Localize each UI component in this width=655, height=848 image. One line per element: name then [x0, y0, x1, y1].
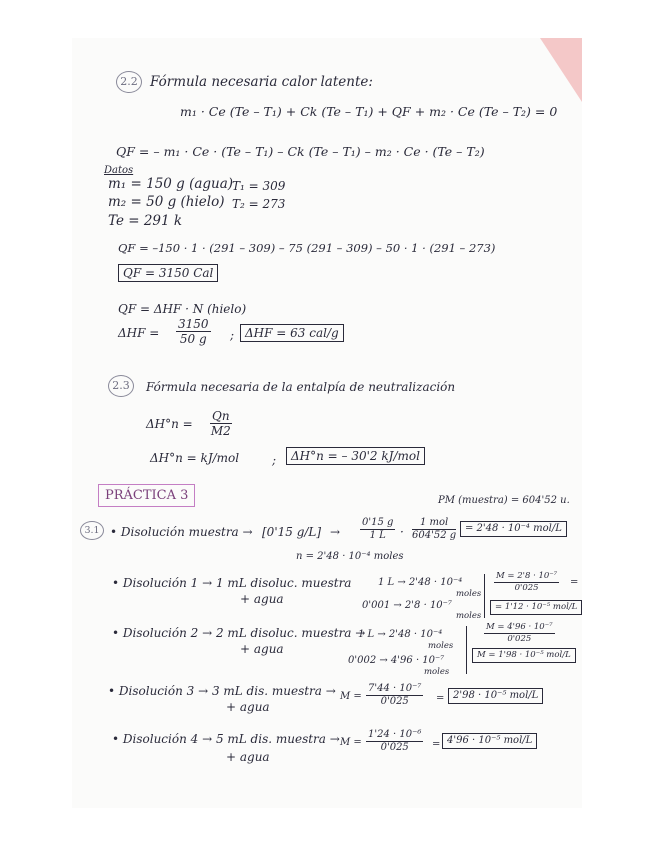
equation: ΔH°n = kJ/mol: [150, 451, 240, 465]
unit-note: moles: [424, 667, 450, 677]
dilution-label: • Disolución 2 → 2 mL disoluc. muestra →: [112, 626, 366, 640]
section-number-circle: 2.3: [108, 375, 134, 397]
data-line: m₁ = 150 g (agua): [108, 176, 234, 192]
fraction: [484, 623, 555, 643]
result-box: M = 1'98 · 10⁻⁵ mol/L: [472, 648, 576, 663]
data-line: T₁ = 309: [232, 179, 286, 193]
equation: QF = –150 · 1 · (291 – 309) – 75 (291 – 309) – 50 · 1 · (291 – 273): [118, 241, 496, 255]
result-box: = 2'48 · 10⁻⁴ mol/L: [460, 521, 567, 537]
result-box: = 1'12 · 10⁻⁵ mol/L: [490, 600, 582, 615]
molar-mass-note: PM (muestra) = 604'52 u.: [438, 495, 570, 506]
fraction-numerator: 1 mol: [412, 518, 456, 530]
equation-lhs: M =: [340, 737, 362, 748]
dilution-sub: + agua: [240, 592, 284, 606]
result-box: ΔH°n = – 30'2 kJ/mol: [286, 447, 425, 465]
proportion-line: 1 L → 2'48 · 10⁻⁴: [378, 577, 463, 588]
equation: QF = ΔHF · N (hielo): [118, 302, 247, 316]
fraction: [494, 572, 559, 592]
arrow: →: [330, 525, 341, 539]
equals-sign: =: [436, 693, 445, 704]
proportion-line: 0'001 → 2'8 · 10⁻⁷: [362, 600, 452, 611]
equation-lhs: M =: [340, 691, 362, 702]
fraction-denominator: M2: [210, 424, 231, 438]
fraction-numerator: 7'44 · 10⁻⁷: [368, 683, 422, 694]
result-box: 2'98 · 10⁻⁵ mol/L: [448, 688, 543, 704]
dilution-sub: + agua: [226, 700, 270, 714]
section-number-circle: 2.2: [116, 71, 142, 93]
fraction-numerator: Qn: [212, 409, 230, 423]
proportion-line: 1 L → 2'48 · 10⁻⁴: [358, 629, 443, 640]
equals-sign: =: [570, 577, 579, 588]
fraction: [210, 410, 232, 437]
fraction-numerator: M = 2'8 · 10⁻⁷: [496, 571, 558, 581]
data-line: Te = 291 k: [108, 213, 183, 229]
result-box: QF = 3150 Cal: [118, 264, 218, 282]
unit-note: moles: [456, 589, 482, 599]
fraction-denominator: 0'025: [380, 696, 409, 707]
separator: ;: [230, 328, 235, 342]
section-title: Fórmula necesaria de la entalpía de neutralización: [146, 380, 456, 394]
data-line: m₂ = 50 g (hielo): [108, 194, 225, 210]
result-box: 4'96 · 10⁻⁵ mol/L: [442, 733, 537, 749]
fraction: [412, 518, 456, 541]
fraction-denominator: 0'025: [380, 742, 409, 753]
unit-note: moles: [428, 641, 454, 651]
section-number-circle: 3.1: [80, 521, 104, 540]
fraction-denominator: 0'025: [507, 633, 532, 644]
moles-line: n = 2'48 · 10⁻⁴ moles: [296, 551, 404, 562]
equation: QF = – m₁ · Ce · (Te – T₁) – Ck (Te – T₁) – m₂ · Ce · (Te – T₂): [116, 144, 485, 159]
brace: [480, 574, 485, 618]
concentration: [0'15 g/L]: [262, 525, 322, 539]
fraction: [176, 318, 211, 345]
separator: ;: [272, 453, 277, 467]
dilution-label: • Disolución 4 → 5 mL dis. muestra →: [112, 732, 340, 746]
dilution-label: • Disolución 3 → 3 mL dis. muestra →: [108, 684, 336, 698]
dilution-label: • Disolución muestra →: [110, 525, 253, 539]
data-heading: Datos: [104, 165, 134, 176]
fraction-denominator: 50 g: [179, 332, 207, 346]
fraction-numerator: 1'24 · 10⁻⁶: [368, 729, 422, 740]
dilution-sub: + agua: [240, 642, 284, 656]
section-title: Fórmula necesaria calor latente:: [150, 74, 373, 90]
fraction-numerator: 0'15 g: [362, 517, 394, 528]
multiply-dot: ·: [400, 525, 404, 539]
fraction: [360, 518, 395, 541]
fraction: [366, 684, 423, 707]
fraction-denominator: 0'025: [514, 582, 539, 593]
equation-lhs: ΔH°n =: [146, 417, 193, 431]
result-box: ΔHF = 63 cal/g: [240, 324, 344, 342]
fraction-numerator: 3150: [178, 317, 209, 331]
unit-note: moles: [456, 611, 482, 621]
fraction-numerator: M = 4'96 · 10⁻⁷: [486, 622, 553, 632]
section-heading: PRÁCTICA 3: [98, 484, 195, 507]
data-line: T₂ = 273: [232, 197, 286, 211]
fraction-denominator: 1 L: [369, 530, 386, 541]
dilution-sub: + agua: [226, 750, 270, 764]
fraction: [366, 730, 423, 753]
fraction-denominator: 604'52 g: [412, 530, 457, 541]
dilution-label: • Disolución 1 → 1 mL disoluc. muestra: [112, 576, 352, 590]
proportion-line: 0'002 → 4'96 · 10⁻⁷: [348, 655, 445, 666]
equation-lhs: ΔHF =: [118, 326, 160, 340]
equals-sign: =: [432, 739, 441, 750]
brace: [462, 626, 467, 674]
equation: m₁ · Ce (Te – T₁) + Ck (Te – T₁) + QF + m₂ · Ce (Te – T₂) = 0: [180, 104, 558, 119]
